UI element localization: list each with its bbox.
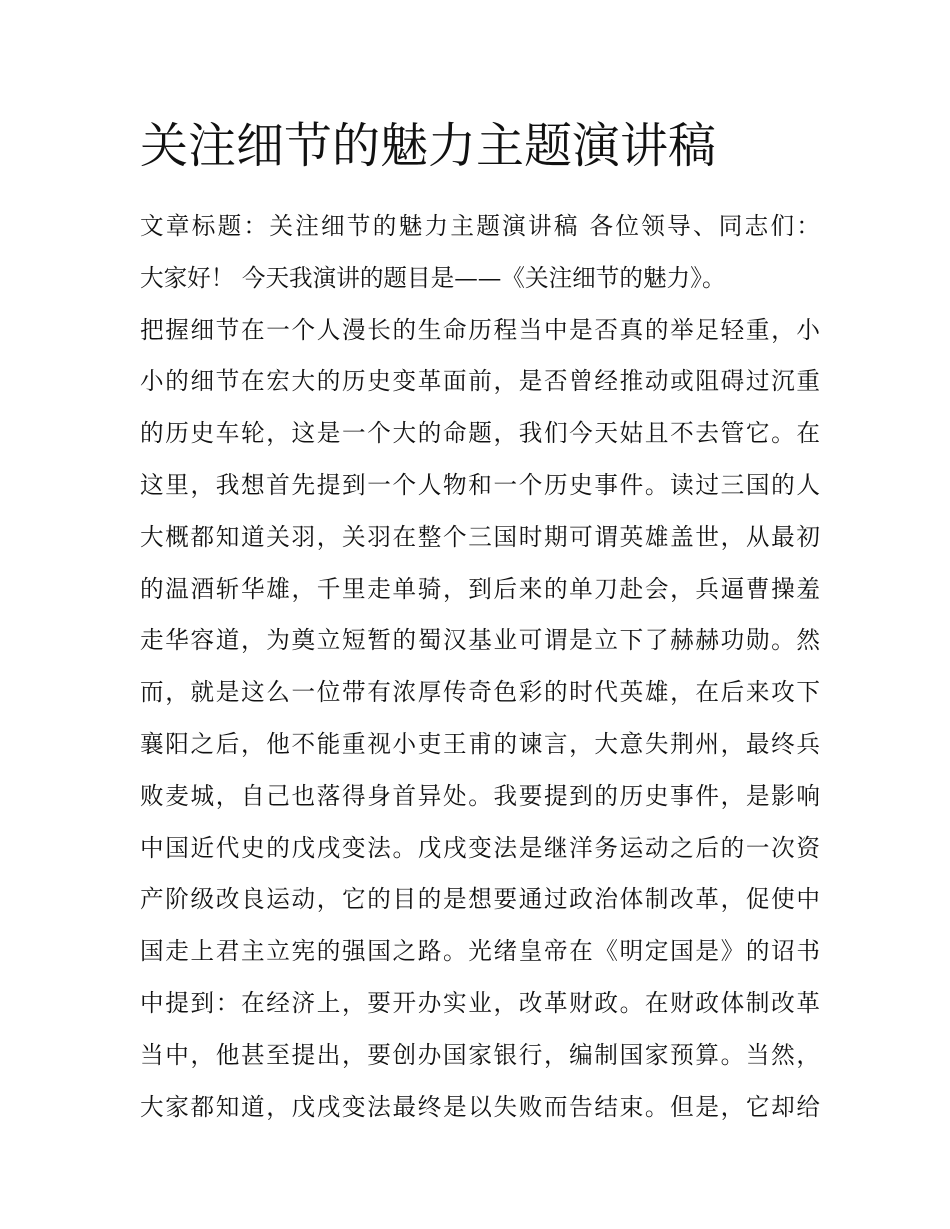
body-line: 而，就是这么一位带有浓厚传奇色彩的时代英雄，在后来攻下 [140,678,820,707]
body-line: 的历史车轮，这是一个大的命题，我们今天姑且不去管它。在 [140,419,820,448]
body-line: 文章标题：关注细节的魅力主题演讲稿 各位领导、同志们： [140,212,820,240]
body-line: 国走上君主立宪的强国之路。光绪皇帝在《明定国是》的诏书 [140,937,820,966]
body-line: 的温酒斩华雄，千里走单骑，到后来的单刀赴会，兵逼曹操羞 [140,574,820,603]
body-line: 当中，他甚至提出，要创办国家银行，编制国家预算。当然， [140,1040,820,1069]
body-line: 走华容道，为奠立短暂的蜀汉基业可谓是立下了赫赫功勋。然 [140,626,820,655]
body-line: 大家都知道，戊戌变法最终是以失败而告结束。但是，它却给 [140,1092,820,1121]
body-line: 襄阳之后，他不能重视小吏王甫的谏言，大意失荆州，最终兵 [140,729,820,758]
body-line: 把握细节在一个人漫长的生命历程当中是否真的举足轻重，小 [140,315,820,344]
body-line: 小的细节在宏大的历史变革面前，是否曾经推动或阻碍过沉重 [140,367,820,396]
body-line: 中提到：在经济上，要开办实业，改革财政。在财政体制改革 [140,988,820,1017]
document-title: 关注细节的魅力主题演讲稿 [140,118,717,174]
body-line: 这里，我想首先提到一个人物和一个历史事件。读过三国的人 [140,470,820,499]
body-line: 产阶级改良运动，它的目的是想要通过政治体制改革，促使中 [140,885,820,914]
body-line: 大概都知道关羽，关羽在整个三国时期可谓英雄盖世，从最初 [140,522,820,551]
body-line: 中国近代史的戊戌变法。戊戌变法是继洋务运动之后的一次资 [140,833,820,862]
body-line: 败麦城，自己也落得身首异处。我要提到的历史事件，是影响 [140,781,820,810]
document-body [140,201,820,1133]
body-line: 大家好！ 今天我演讲的题目是——《关注细节的魅力》。 [140,263,726,292]
